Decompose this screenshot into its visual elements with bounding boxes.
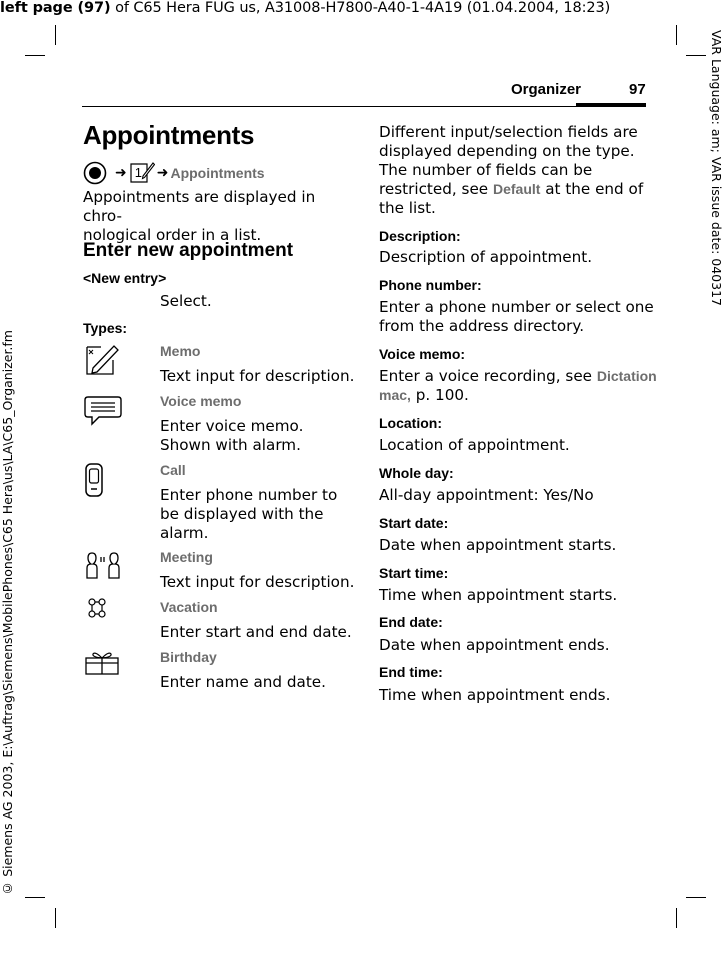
desc-line: be displayed with the xyxy=(160,505,324,523)
intro-line: Appointments are displayed in chro- xyxy=(83,188,316,225)
crop-mark xyxy=(55,908,56,928)
desc-line xyxy=(379,386,657,405)
desc-line: Enter voice memo. xyxy=(160,417,304,435)
right-intro-line: the list. xyxy=(379,199,436,217)
desc-line: from the address directory. xyxy=(379,317,585,335)
field-label-end-time: End time: xyxy=(379,664,443,680)
voice-memo-icon xyxy=(83,393,123,427)
new-entry-label: <New entry> xyxy=(83,270,167,286)
page-title: Appointments xyxy=(83,120,255,150)
print-header-prefix: left page (97) xyxy=(0,0,111,16)
crop-mark xyxy=(686,897,706,898)
field-desc-start-date: Date when appointment starts. xyxy=(379,536,617,554)
running-header-page: 97 xyxy=(629,81,646,98)
type-name-memo: Memo xyxy=(160,343,201,359)
type-name-vacation: Vacation xyxy=(160,599,218,615)
right-intro-line xyxy=(379,180,649,199)
desc-line: alarm. xyxy=(160,524,209,542)
right-intro-line: displayed depending on the type. xyxy=(379,142,635,160)
navigation-key-icon xyxy=(83,161,107,185)
field-label-phone-number: Phone number: xyxy=(379,277,482,293)
field-label-start-date: Start date: xyxy=(379,515,449,531)
running-header-section: Organizer xyxy=(511,81,582,98)
type-desc-meeting: Text input for description. xyxy=(160,573,355,591)
field-label-location: Location: xyxy=(379,415,442,431)
field-desc-phone-number xyxy=(379,298,654,336)
vacation-icon xyxy=(83,597,119,623)
field-desc-whole-day: All-day appointment: Yes/No xyxy=(379,486,594,504)
navigation-path xyxy=(83,158,265,188)
field-desc-end-date: Date when appointment ends. xyxy=(379,636,610,654)
desc-line: Enter phone number to xyxy=(160,486,338,504)
field-label-description: Description: xyxy=(379,228,461,244)
crop-mark xyxy=(686,55,706,56)
copyright-path: © Siemens AG 2003, E:\Auftrag\Siemens\MobilePhones\C65 Hera\us\LA\C65_Organizer.fm xyxy=(0,330,15,896)
crop-mark xyxy=(55,25,56,45)
dictation-reference: mac, xyxy=(379,387,411,403)
section-heading: Enter new appointment xyxy=(83,240,294,261)
crop-mark xyxy=(676,25,677,45)
field-desc-start-time: Time when appointment starts. xyxy=(379,586,618,604)
field-label-whole-day: Whole day: xyxy=(379,465,454,481)
crop-mark xyxy=(25,55,45,56)
type-name-voice-memo: Voice memo xyxy=(160,393,242,409)
birthday-icon xyxy=(83,648,121,676)
default-reference: Default xyxy=(492,181,541,197)
print-header-text: of C65 Hera FUG us, A31008-H7800-A40-1-4A19 (01.04.2004, 18:23) xyxy=(110,0,611,16)
type-name-call: Call xyxy=(160,462,186,478)
types-label: Types: xyxy=(83,320,128,336)
right-intro-text: restricted, see xyxy=(379,180,493,198)
type-name-birthday: Birthday xyxy=(160,649,217,665)
type-desc-voice-memo xyxy=(160,417,303,455)
field-label-voice-memo: Voice memo: xyxy=(379,346,466,362)
type-desc-vacation: Enter start and end date. xyxy=(160,623,352,641)
field-desc-description: Description of appointment. xyxy=(379,248,593,266)
header-rule-accent xyxy=(576,103,646,106)
intro-text xyxy=(83,188,353,245)
desc-line: Shown with alarm. xyxy=(160,436,301,454)
right-intro-text: at the end of xyxy=(540,180,644,198)
crop-mark xyxy=(25,897,45,898)
dictation-reference: Dictation xyxy=(596,368,657,384)
field-label-start-time: Start time: xyxy=(379,565,449,581)
organizer-menu-icon xyxy=(129,160,155,186)
meeting-icon xyxy=(83,550,123,580)
desc-line xyxy=(379,367,657,386)
memo-icon xyxy=(83,342,121,378)
path-arrow: ➜ xyxy=(115,165,127,181)
header-rule xyxy=(82,106,646,107)
desc-line: Enter a phone number or select one xyxy=(379,298,654,316)
new-entry-action: Select. xyxy=(160,292,212,310)
type-desc-memo: Text input for description. xyxy=(160,367,355,385)
right-intro xyxy=(379,123,649,218)
call-icon xyxy=(83,462,107,498)
path-target: Appointments xyxy=(170,165,265,181)
field-desc-location: Location of appointment. xyxy=(379,436,570,454)
field-desc-end-time: Time when appointment ends. xyxy=(379,686,611,704)
field-desc-voice-memo xyxy=(379,367,657,405)
var-language-note: VAR Language: am; VAR issue date: 040317 xyxy=(709,30,724,306)
crop-mark xyxy=(676,908,677,928)
field-label-end-date: End date: xyxy=(379,614,443,630)
right-intro-line: Different input/selection fields are xyxy=(379,123,638,141)
type-desc-birthday: Enter name and date. xyxy=(160,673,326,691)
right-intro-line: The number of fields can be xyxy=(379,161,593,179)
desc-text: p. 100. xyxy=(410,386,469,404)
path-arrow: ➜ xyxy=(156,165,169,181)
type-name-meeting: Meeting xyxy=(160,549,213,565)
print-header xyxy=(0,0,610,16)
intro-line: nological order in a list. xyxy=(83,226,262,244)
desc-text: Enter a voice recording, see xyxy=(379,367,597,385)
path-step-number: 1 xyxy=(134,165,142,180)
type-desc-call xyxy=(160,486,337,543)
